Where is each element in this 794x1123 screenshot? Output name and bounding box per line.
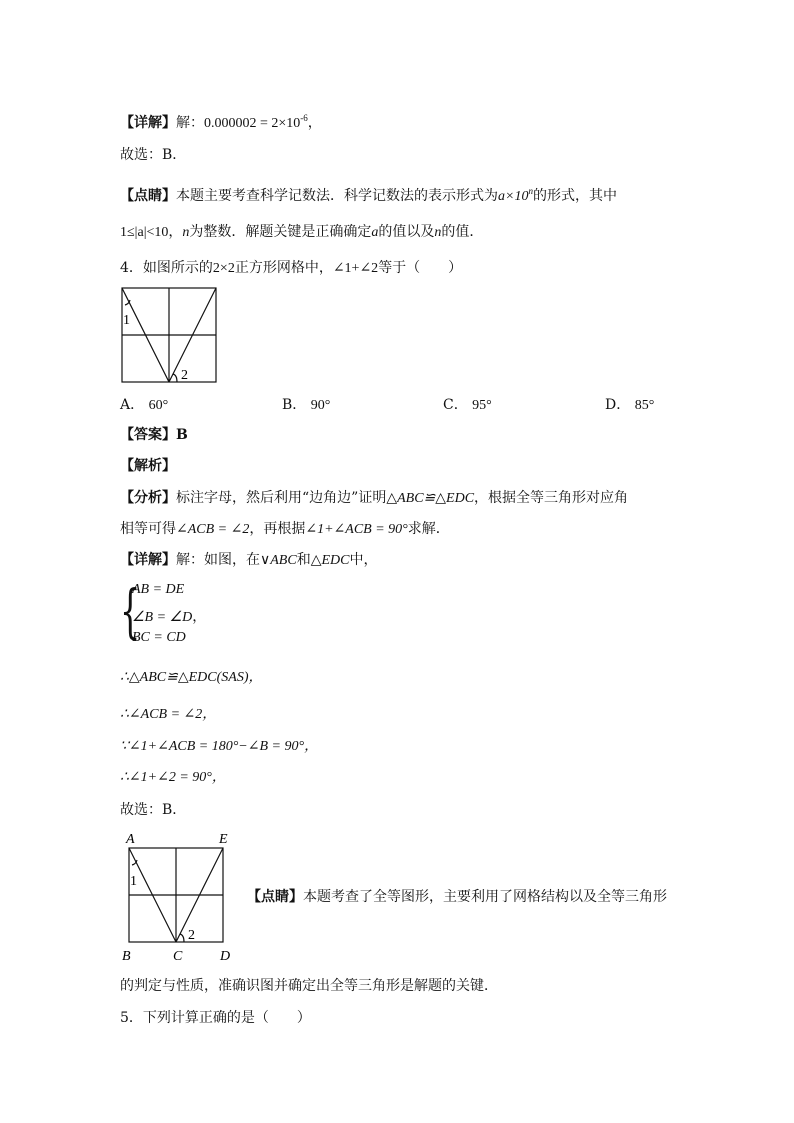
point-c-label: C	[173, 949, 183, 964]
math-exponent: n	[528, 186, 533, 196]
system-eq-3: BC = CD	[132, 630, 186, 645]
detail-text: 解：	[176, 115, 204, 131]
text: 解：如图，在	[176, 552, 260, 568]
question-text: 4．如图所示的	[120, 260, 213, 276]
option-letter: B．	[282, 397, 307, 413]
punct: ，	[192, 610, 207, 625]
point-line-2	[120, 222, 483, 243]
analysis-title: 【解析】	[120, 458, 176, 474]
step-1: ∴△ABC≌△EDC(SAS)，	[120, 670, 263, 685]
question-5: 5．下列计算正确的是（ ）	[120, 1010, 311, 1026]
math-expression: △ABC≌△EDC	[386, 491, 475, 506]
text: 的值以及	[378, 224, 435, 240]
option-value: 60°	[148, 398, 169, 413]
system-eq-2	[132, 606, 206, 626]
math-base: 0.000002 = 2×10	[204, 116, 301, 131]
choose-line: 故选：B．	[120, 147, 187, 163]
point-summary	[247, 887, 667, 907]
point-a-label: A	[126, 832, 135, 847]
point-tag: 【点睛】	[120, 188, 176, 204]
detail-line-2	[120, 550, 377, 571]
analysis-line-1	[120, 488, 628, 509]
math-expression: ∨ABC	[260, 553, 297, 568]
step-3: ∵∠1+∠ACB = 180°−∠B = 90°，	[120, 739, 319, 754]
angle-2-label: 2	[181, 368, 188, 383]
answer-line: 【答案】B	[120, 427, 188, 443]
analysis-tag: 【分析】	[120, 490, 176, 506]
math-expression: ∠ACB = ∠2	[176, 522, 250, 537]
point-e-label: E	[219, 832, 228, 847]
math-expression: ∠1+∠ACB = 90°	[305, 522, 408, 537]
text: ，根据全等三角形对应角	[474, 490, 629, 506]
grid-figure-1	[118, 286, 222, 386]
step-2: ∴∠ACB = ∠2，	[120, 707, 217, 722]
text: 为整数．解题关键是正确确定	[189, 224, 372, 240]
text: 相等可得	[120, 521, 176, 537]
text: 的值．	[441, 224, 484, 240]
point-tag: 【点睛】	[247, 889, 303, 905]
system-brace: {	[120, 577, 141, 645]
math-expression: ∠1+∠2	[332, 261, 379, 276]
option-value: 85°	[634, 398, 655, 413]
math-expression	[204, 113, 308, 131]
angle-1-label: 1	[123, 313, 130, 328]
text: ，再根据	[249, 521, 306, 537]
detail-line	[120, 108, 322, 134]
point-text: 本题主要考查科学记数法．科学记数法的表示形式为	[176, 188, 498, 204]
detail-tag: 【详解】	[120, 115, 176, 131]
math-expression: 2×2	[212, 261, 235, 276]
math-var: n	[182, 225, 190, 240]
step-5: 故选：B．	[120, 802, 187, 818]
point-d-label: D	[220, 949, 231, 964]
step-4: ∴∠1+∠2 = 90°，	[120, 770, 226, 785]
detail-tag: 【详解】	[120, 552, 176, 568]
option-a	[120, 394, 168, 414]
question-text: 正方形网格中，	[234, 260, 333, 276]
question-text: 等于（ ）	[378, 260, 463, 276]
option-c	[443, 394, 492, 414]
system-eq-1: AB = DE	[132, 582, 185, 597]
punct: ，	[307, 115, 322, 131]
point-text: 本题考查了全等图形，主要利用了网格结构以及全等三角形	[303, 889, 667, 905]
option-d	[605, 394, 654, 414]
math-base: a×10	[498, 189, 529, 204]
math-var: n	[434, 225, 442, 240]
text: 中，	[349, 552, 378, 568]
math-expression: 1≤|a|<10	[120, 225, 169, 240]
math-var: a	[371, 225, 379, 240]
option-letter: C．	[443, 397, 468, 413]
angle-1-label: 1	[130, 874, 137, 889]
punct: ，	[168, 224, 183, 240]
math-expression: △EDC	[310, 553, 350, 568]
option-letter: D．	[605, 397, 631, 413]
point-text-end: 的形式，其中	[532, 188, 617, 204]
option-b	[282, 394, 330, 414]
grid-figure-2	[118, 828, 240, 966]
text: 求解．	[407, 521, 450, 537]
question-4	[120, 258, 462, 279]
eq: ∠B = ∠D	[132, 610, 193, 625]
angle-2-label: 2	[188, 928, 195, 943]
option-letter: A．	[120, 397, 145, 413]
point-summary-cont: 的判定与性质，准确识图并确定出全等三角形是解题的关键．	[120, 978, 498, 994]
point-line	[120, 181, 617, 207]
option-value: 90°	[310, 398, 331, 413]
analysis-line-2	[120, 519, 450, 540]
option-value: 95°	[472, 398, 492, 413]
text: 标注字母，然后利用“边角边”证明	[176, 490, 387, 506]
text: 和	[296, 552, 311, 568]
point-b-label: B	[122, 949, 131, 964]
math-exponent: -6	[300, 113, 308, 123]
math-expression	[498, 186, 533, 204]
